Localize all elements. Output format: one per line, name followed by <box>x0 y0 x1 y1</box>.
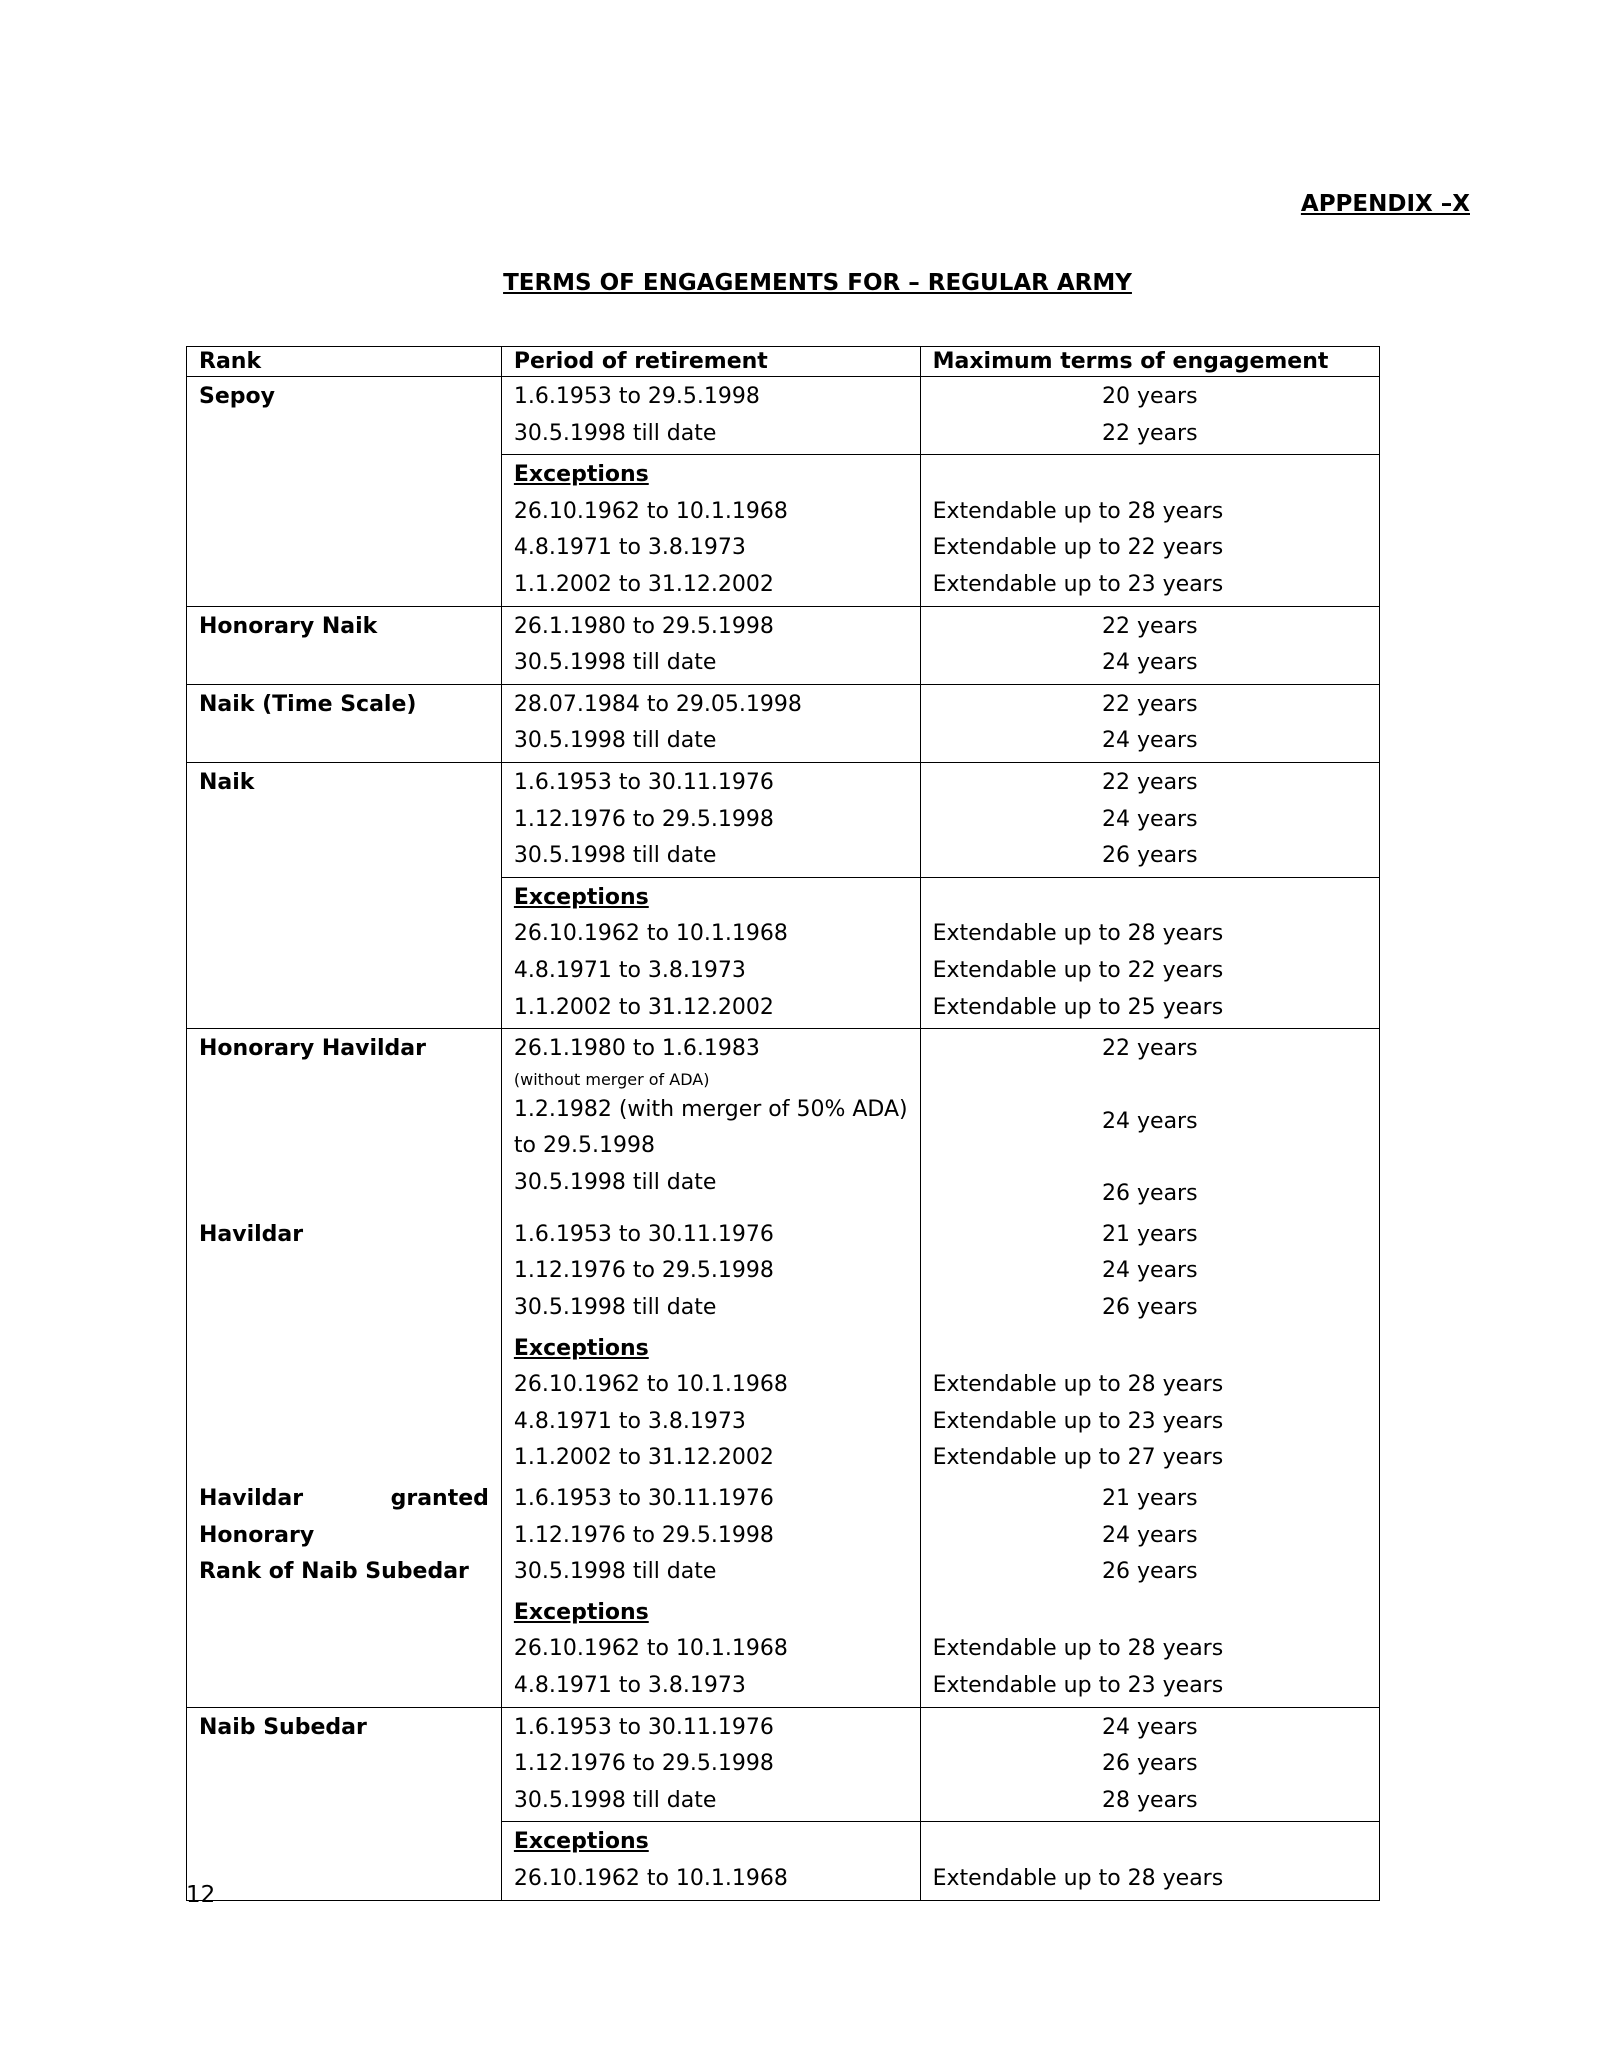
term-value: 24 years <box>1102 1522 1198 1548</box>
rank-label: Havildar granted Honorary <box>199 1486 489 1548</box>
table-row <box>187 1029 1380 1215</box>
period-line: 1.12.1976 to 29.5.1998 <box>513 1522 774 1548</box>
period-line: 26.10.1962 to 10.1.1968 <box>513 1636 788 1662</box>
exceptions-label: Exceptions <box>513 1335 649 1361</box>
rank-cell <box>187 684 502 762</box>
terms-cell <box>920 877 1379 1028</box>
table-row <box>187 377 1380 455</box>
rank-label: Rank of Naib Subedar <box>199 1559 469 1585</box>
period-line: 30.5.1998 till date <box>513 1169 717 1195</box>
period-cell <box>501 762 920 877</box>
header-max-terms: Maximum terms of engagement <box>920 347 1379 377</box>
term-value: Extendable up to 28 years <box>932 921 1224 947</box>
rank-label: Honorary Naik <box>199 613 378 639</box>
period-line: 30.5.1998 till date <box>513 843 717 869</box>
period-cell <box>501 1029 920 1215</box>
period-line: 1.1.2002 to 31.12.2002 <box>513 1445 774 1471</box>
terms-cell <box>920 1329 1379 1479</box>
term-value: Extendable up to 23 years <box>932 571 1224 597</box>
term-value: 26 years <box>1102 1559 1198 1585</box>
period-line: 4.8.1971 to 3.8.1973 <box>513 535 746 561</box>
exceptions-label: Exceptions <box>513 884 649 910</box>
header-period: Period of retirement <box>501 347 920 377</box>
period-line: 30.5.1998 till date <box>513 420 717 446</box>
term-value: Extendable up to 23 years <box>932 1673 1224 1698</box>
exceptions-row <box>187 1822 1380 1900</box>
table-row <box>187 606 1380 684</box>
term-value: 24 years <box>1102 1714 1198 1740</box>
period-cell <box>501 877 920 1028</box>
period-line: to 29.5.1998 <box>513 1133 655 1159</box>
period-line: 30.5.1998 till date <box>513 1295 717 1321</box>
term-value: 22 years <box>1102 1036 1198 1062</box>
period-line: 4.8.1971 to 3.8.1973 <box>513 1673 746 1698</box>
term-value: 21 years <box>1102 1221 1198 1247</box>
terms-of-engagement-table <box>186 346 1380 1901</box>
period-line: 1.12.1976 to 29.5.1998 <box>513 1258 774 1284</box>
period-line: 26.1.1980 to 29.5.1998 <box>513 613 774 639</box>
terms-cell <box>920 1707 1379 1822</box>
period-cell <box>501 1822 920 1900</box>
period-line: 30.5.1998 till date <box>513 1559 717 1585</box>
period-line: 1.1.2002 to 31.12.2002 <box>513 571 774 597</box>
rank-cell <box>187 1215 502 1329</box>
period-line: 30.5.1998 till date <box>513 650 717 676</box>
terms-cell <box>920 1822 1379 1900</box>
rank-cell <box>187 1479 502 1593</box>
appendix-label: APPENDIX –X <box>1300 191 1470 217</box>
term-value: 26 years <box>1102 1751 1198 1777</box>
term-value: 24 years <box>1102 728 1198 754</box>
term-value: 24 years <box>1102 806 1198 832</box>
period-line: 26.10.1962 to 10.1.1968 <box>513 498 788 524</box>
terms-cell <box>920 684 1379 762</box>
exceptions-label: Exceptions <box>513 1599 649 1625</box>
term-value: Extendable up to 25 years <box>932 994 1224 1020</box>
term-value: Extendable up to 27 years <box>932 1445 1224 1471</box>
terms-cell <box>920 377 1379 455</box>
terms-cell <box>920 455 1379 606</box>
term-value: 26 years <box>1102 1295 1198 1321</box>
period-cell <box>501 684 920 762</box>
period-line: 1.2.1982 (with merger of 50% ADA) <box>513 1096 908 1122</box>
exceptions-row <box>187 877 1380 1028</box>
term-value: 22 years <box>1102 691 1198 717</box>
period-line: 1.6.1953 to 30.11.1976 <box>513 1486 774 1512</box>
term-value: 24 years <box>1102 650 1198 676</box>
period-line: 1.12.1976 to 29.5.1998 <box>513 1751 774 1777</box>
rank-label: Naik (Time Scale) <box>199 691 417 717</box>
exceptions-row <box>187 1329 1380 1479</box>
period-cell <box>501 1329 920 1479</box>
period-line: 30.5.1998 till date <box>513 728 717 754</box>
period-line: 1.12.1976 to 29.5.1998 <box>513 806 774 832</box>
period-cell <box>501 1215 920 1329</box>
period-cell <box>501 455 920 606</box>
rank-cell <box>187 377 502 455</box>
terms-cell <box>920 762 1379 877</box>
rank-cell <box>187 606 502 684</box>
term-value: 24 years <box>1102 1108 1198 1134</box>
term-value: Extendable up to 22 years <box>932 957 1224 983</box>
term-value: 21 years <box>1102 1486 1198 1512</box>
term-value: Extendable up to 28 years <box>932 1372 1224 1398</box>
exceptions-label: Exceptions <box>513 1829 649 1855</box>
period-line: 26.10.1962 to 10.1.1968 <box>513 1865 788 1891</box>
period-line: 4.8.1971 to 3.8.1973 <box>513 957 746 983</box>
period-cell <box>501 1707 920 1822</box>
table-row <box>187 1215 1380 1329</box>
rank-cell <box>187 1707 502 1822</box>
terms-cell <box>920 1593 1379 1707</box>
period-line: 26.1.1980 to 1.6.1983 <box>513 1036 760 1062</box>
table-row <box>187 1479 1380 1593</box>
period-line: 30.5.1998 till date <box>513 1787 717 1813</box>
term-value: Extendable up to 23 years <box>932 1408 1224 1434</box>
term-value: Extendable up to 28 years <box>932 498 1224 524</box>
term-value: 28 years <box>1102 1787 1198 1813</box>
table-row <box>187 684 1380 762</box>
terms-cell <box>920 606 1379 684</box>
rank-cell <box>187 1029 502 1215</box>
term-value: Extendable up to 28 years <box>932 1865 1224 1891</box>
exceptions-label: Exceptions <box>513 462 649 488</box>
header-rank: Rank <box>187 347 502 377</box>
term-value: Extendable up to 28 years <box>932 1636 1224 1662</box>
rank-label: Havildar <box>199 1221 304 1247</box>
table-row <box>187 1707 1380 1822</box>
table-header-row <box>187 347 1380 377</box>
term-value: 26 years <box>1102 1181 1198 1207</box>
page-number: 12 <box>186 1882 216 1908</box>
term-value: Extendable up to 22 years <box>932 535 1224 561</box>
term-value: 20 years <box>1102 384 1198 409</box>
term-value: 22 years <box>1102 613 1198 639</box>
rank-label: Naib Subedar <box>199 1714 367 1740</box>
period-line: 26.10.1962 to 10.1.1968 <box>513 1372 788 1398</box>
rank-cell <box>187 762 502 877</box>
period-line: 1.6.1953 to 30.11.1976 <box>513 1714 774 1740</box>
period-line: 1.6.1953 to 30.11.1976 <box>513 1221 774 1247</box>
period-line: 1.1.2002 to 31.12.2002 <box>513 994 774 1020</box>
terms-cell <box>920 1215 1379 1329</box>
term-value: 26 years <box>1102 843 1198 869</box>
term-value: 22 years <box>1102 769 1198 795</box>
period-cell <box>501 606 920 684</box>
period-line: 4.8.1971 to 3.8.1973 <box>513 1408 746 1434</box>
period-line: 26.10.1962 to 10.1.1968 <box>513 921 788 947</box>
table-row <box>187 762 1380 877</box>
period-line: 28.07.1984 to 29.05.1998 <box>513 691 802 717</box>
term-value: 24 years <box>1102 1258 1198 1284</box>
period-cell <box>501 1479 920 1593</box>
exceptions-row <box>187 455 1380 606</box>
document-title: TERMS OF ENGAGEMENTS FOR – REGULAR ARMY <box>503 270 1132 296</box>
period-line: 1.6.1953 to 30.11.1976 <box>513 769 774 795</box>
term-value: 22 years <box>1102 420 1198 446</box>
period-note: (without merger of ADA) <box>513 1069 710 1089</box>
rank-label: Naik <box>199 769 255 795</box>
terms-cell <box>920 1029 1379 1215</box>
period-line: 1.6.1953 to 29.5.1998 <box>513 384 760 409</box>
period-cell <box>501 1593 920 1707</box>
rank-label: Sepoy <box>199 384 275 409</box>
period-cell <box>501 377 920 455</box>
terms-cell <box>920 1479 1379 1593</box>
exceptions-row <box>187 1593 1380 1707</box>
rank-label: Honorary Havildar <box>199 1036 426 1062</box>
